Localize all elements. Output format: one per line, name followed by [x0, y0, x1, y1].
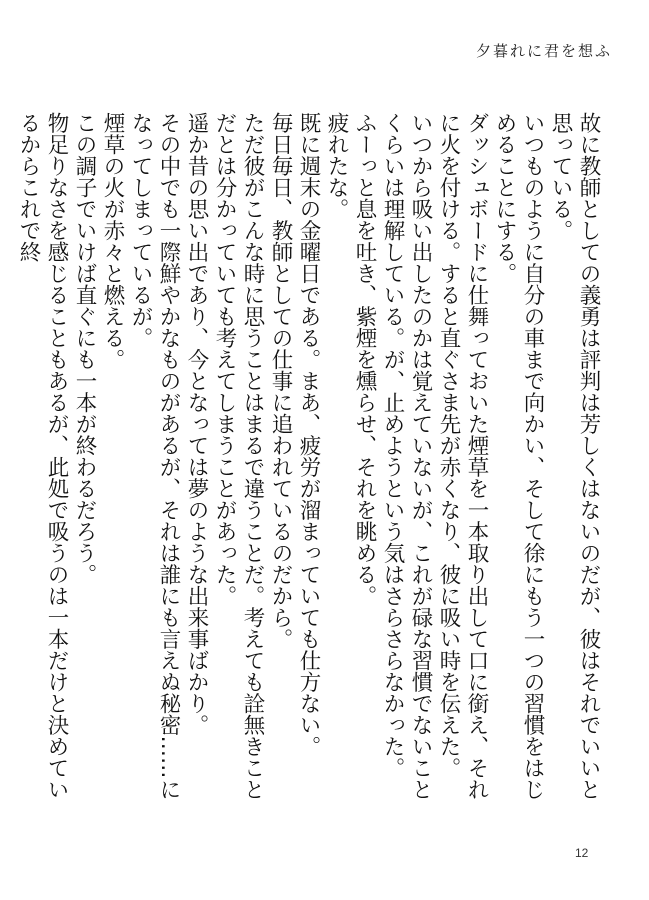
- paragraph: ふーっと息を吐き、紫煙を燻らせ、それを眺める。: [352, 112, 377, 607]
- paragraph: その中でも一際鮮やかなものがあるが、それは誰にも言えぬ秘密……になってしまっているが。: [128, 112, 181, 800]
- body-text: [16, 112, 602, 812]
- paragraph: 物足りなさを感じることもあるが、此処で吸うのは一本だけと決めているからこれで終: [16, 112, 69, 800]
- paragraph: ダッシュボードに仕舞っておいた煙草を一本取り出して口に銜え、それに火を付ける。すると直ぐさま先が赤くなり、彼に吸い時を伝えた。: [436, 112, 489, 800]
- paragraph: いつものように自分の車まで向かい、そして徐にもう一つの習慣をはじめることにする。: [492, 112, 545, 800]
- paragraph: 故に教師としての義勇は評判は芳しくはないのだが、彼はそれでいいと思っている。: [548, 112, 601, 800]
- paragraph: 疲れたな。: [324, 112, 349, 220]
- paragraph: 煙草の火が赤々と燃える。: [100, 112, 125, 370]
- paragraph: 既に週末の金曜日である。まあ、疲労が溜まっていても仕方ない。: [296, 112, 321, 757]
- paragraph: 毎日毎日、教師としての仕事に追われているのだから。: [268, 112, 293, 650]
- paragraph: ただ彼がこんな時に思うことはまるで違うことだ。考えても詮無きことだとは分かっていても考えてしまうことがあった。: [212, 112, 265, 800]
- page-number: 12: [575, 846, 589, 860]
- paragraph: いつから吸い出したのかは覚えていないが、これが碌な習慣でないことくらいは理解している。が、止めようという気はさらさらなかった。: [380, 112, 433, 800]
- paragraph: 遥か昔の思い出であり、今となっては夢のような出来事ばかり。: [184, 112, 209, 736]
- running-title: 夕暮れに君を想ふ: [475, 42, 612, 60]
- paragraph: この調子でいけば直ぐにも一本が終わるだろう。: [72, 112, 97, 585]
